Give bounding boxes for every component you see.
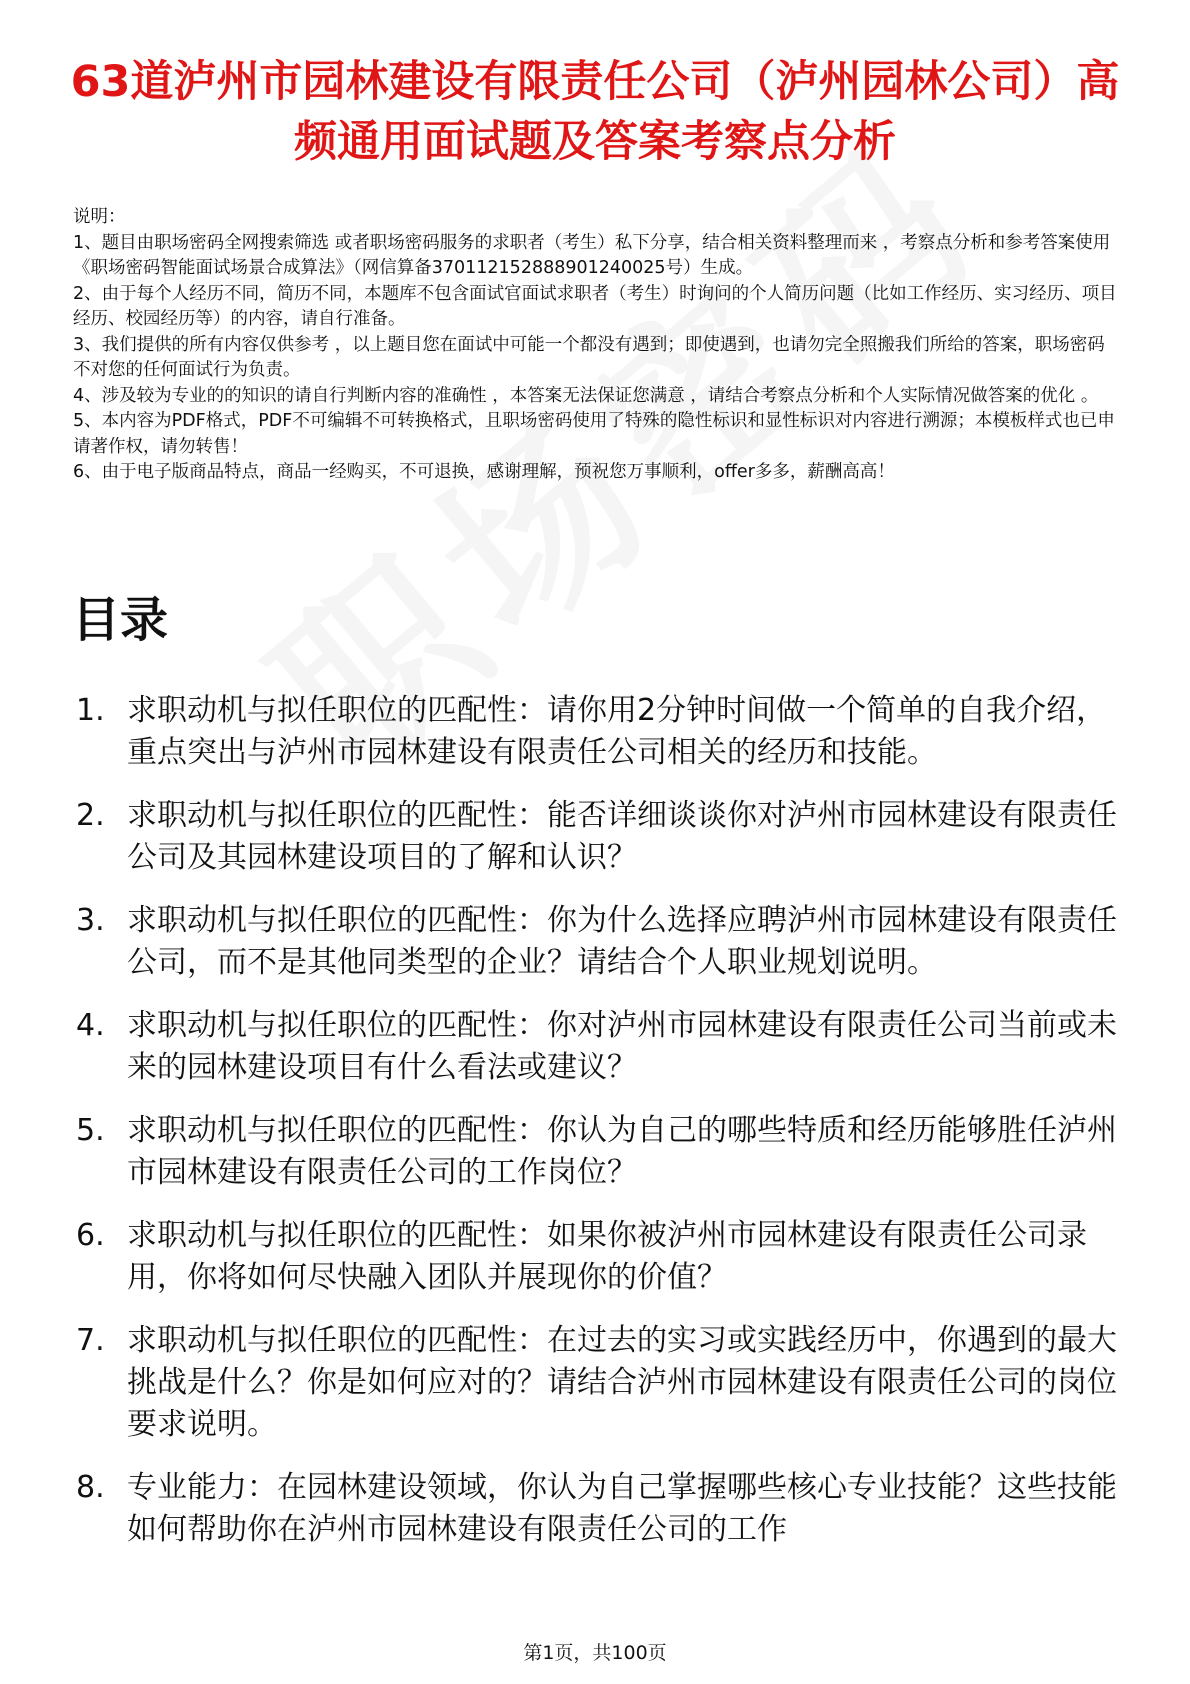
toc-item[interactable] <box>72 690 1122 774</box>
toc-heading: 目录 <box>72 592 169 648</box>
toc-item-number: 8. <box>76 1470 105 1505</box>
toc-item[interactable] <box>72 1467 1122 1551</box>
note-item: 2、由于每个人经历不同，简历不同，本题库不包含面试官面试求职者（考生）时询问的个人简历问题（比如工作经历、实习经历、项目经历、校园经历等）的内容，请自行准备。 <box>73 283 1117 329</box>
notes-heading: 说明： <box>73 207 126 227</box>
toc-item-text: 求职动机与拟任职位的匹配性：请你用2分钟时间做一个简单的自我介绍，重点突出与泸州市园林建设有限责任公司相关的经历和技能。 <box>127 693 1107 770</box>
toc-item[interactable] <box>72 1320 1122 1446</box>
toc-item-number: 6. <box>76 1218 105 1253</box>
toc-item-text: 求职动机与拟任职位的匹配性：你为什么选择应聘泸州市园林建设有限责任公司，而不是其他同类型的企业？请结合个人职业规划说明。 <box>127 903 1117 980</box>
toc-item-text: 求职动机与拟任职位的匹配性：你认为自己的哪些特质和经历能够胜任泸州市园林建设有限责任公司的工作岗位？ <box>127 1113 1117 1190</box>
notes-section <box>73 205 1118 486</box>
toc-item[interactable] <box>72 1005 1122 1089</box>
note-item: 6、由于电子版商品特点，商品一经购买，不可退换，感谢理解，预祝您万事顺利，offer多多，薪酬高高！ <box>73 462 895 482</box>
toc-item-text: 求职动机与拟任职位的匹配性：你对泸州市园林建设有限责任公司当前或未来的园林建设项目有什么看法或建议？ <box>127 1008 1117 1085</box>
toc-item-text: 求职动机与拟任职位的匹配性：如果你被泸州市园林建设有限责任公司录用，你将如何尽快融入团队并展现你的价值？ <box>127 1218 1087 1295</box>
toc-item-text: 求职动机与拟任职位的匹配性：在过去的实习或实践经历中，你遇到的最大挑战是什么？你是如何应对的？请结合泸州市园林建设有限责任公司的岗位要求说明。 <box>127 1323 1117 1442</box>
note-item: 1、题目由职场密码全网搜索筛选 或者职场密码服务的求职者（考生）私下分享，结合相关资料整理而来 ，考察点分析和参考答案使用《职场密码智能面试场景合成算法》（网信算备370112152888901240025号）生成。 <box>73 232 1111 278</box>
note-item: 3、我们提供的所有内容仅供参考 ，以上题目您在面试中可能一个都没有遇到；即使遇到，也请勿完全照搬我们所给的答案，职场密码不对您的任何面试行为负责。 <box>73 334 1105 380</box>
toc-item-number: 2. <box>76 798 105 833</box>
toc-item-number: 1. <box>76 693 105 728</box>
toc-item[interactable] <box>72 900 1122 984</box>
toc-item[interactable] <box>72 1215 1122 1299</box>
note-item: 5、本内容为PDF格式，PDF不可编辑不可转换格式，且职场密码使用了特殊的隐性标识和显性标识对内容进行溯源；本模板样式也已申请著作权，请勿转售！ <box>73 411 1115 457</box>
table-of-contents <box>72 690 1122 1572</box>
toc-item[interactable] <box>72 795 1122 879</box>
toc-item-number: 5. <box>76 1113 105 1148</box>
toc-item-number: 7. <box>76 1323 105 1358</box>
toc-item-text: 专业能力：在园林建设领域，你认为自己掌握哪些核心专业技能？这些技能如何帮助你在泸州市园林建设有限责任公司的工作 <box>127 1470 1117 1547</box>
note-item: 4、涉及较为专业的的知识的请自行判断内容的准确性 ，本答案无法保证您满意 ，请结合考察点分析和个人实际情况做答案的优化 。 <box>73 385 1099 406</box>
toc-item-number: 4. <box>76 1008 105 1043</box>
toc-item[interactable] <box>72 1110 1122 1194</box>
toc-item-text: 求职动机与拟任职位的匹配性：能否详细谈谈你对泸州市园林建设有限责任公司及其园林建设项目的了解和认识？ <box>127 798 1117 875</box>
page-footer: 第1页，共100页 <box>523 1642 667 1664</box>
document-title: 63道泸州市园林建设有限责任公司（泸州园林公司）高频通用面试题及答案考察点分析 <box>70 57 1120 167</box>
toc-item-number: 3. <box>76 903 105 938</box>
